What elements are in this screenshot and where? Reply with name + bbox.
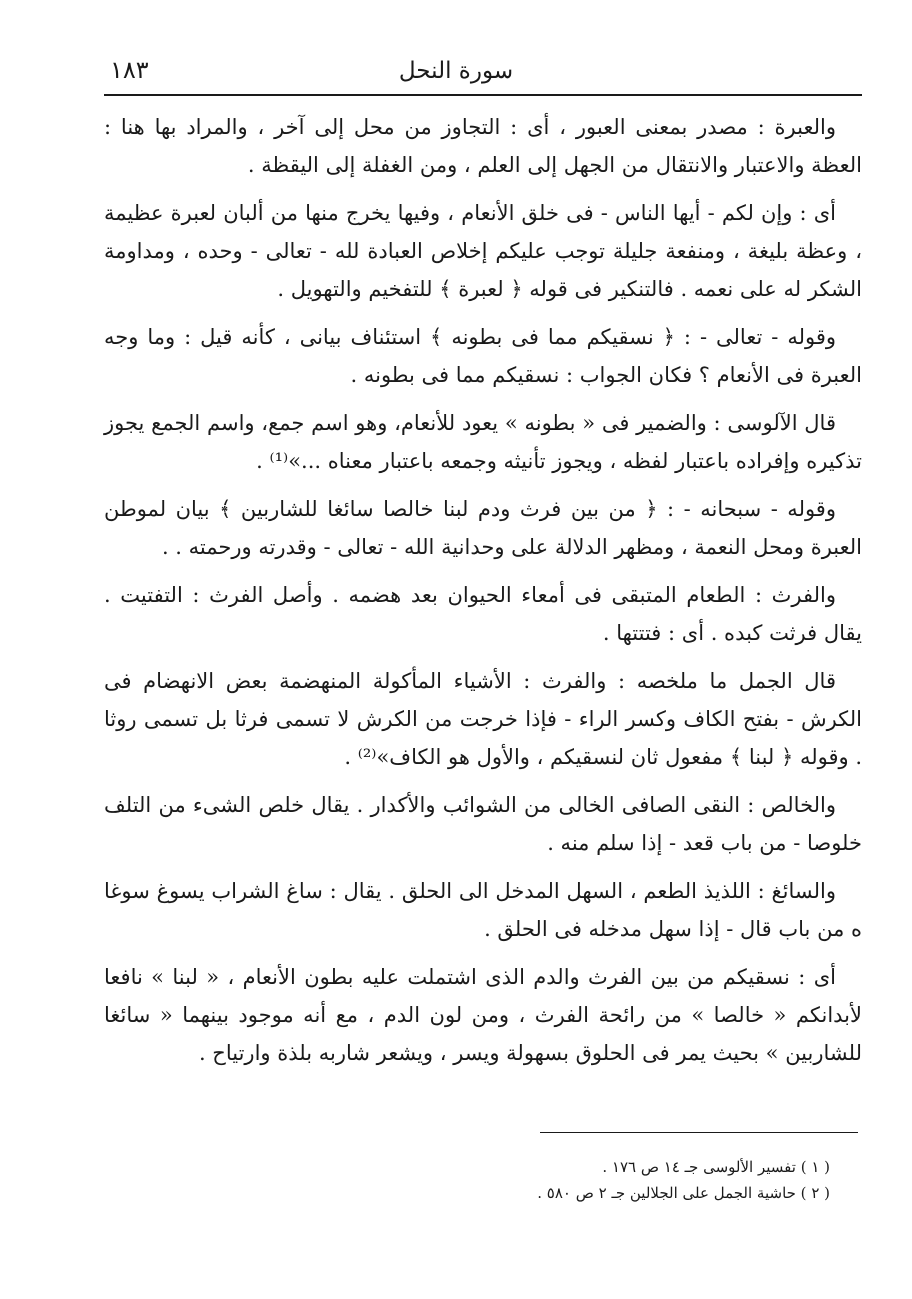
footnotes (330, 1154, 830, 1206)
paragraph: وقوله - سبحانه - : ﴿ من بين فرث ودم لبنا خالصا سائغا للشاربين ﴾ بيان لموطن العبرة ومحل النعمة ، ومظهر الدلالة على وحدانية الله - تعالى - وقدرته ورحمته . . (104, 497, 862, 559)
footnote-divider (540, 1132, 858, 1133)
paragraph: أى : نسقيكم من بين الفرث والدم الذى اشتملت عليه بطون الأنعام ، « لبنا » نافعا لأبدانكم « خالصا » من رائحة الفرث ، ومن لون الدم ، مع أنه موجود بينهما « سائغا للشاربين » بحيث يمر فى الحلوق بسهولة ويسر ، ويشعر شاربه بلذة وارتياح . (104, 965, 862, 1065)
page-number: ١٨٣ (110, 56, 149, 84)
main-text (104, 108, 862, 1082)
footnote: ( ٢ ) حاشية الجمل على الجلالين جـ ٢ ص ٥٨٠ . (537, 1184, 830, 1202)
paragraph: قال الآلوسى : والضمير فى « بطونه » يعود للأنعام، وهو اسم جمع، واسم الجمع يجوز تذكيره وإفراده باعتبار لفظه ، ويجوز تأنيثه وجمعه باعتبار معناه ...»⁽¹⁾ . (104, 411, 862, 473)
footnote: ( ١ ) تفسير الألوسى جـ ١٤ ص ١٧٦ . (602, 1158, 830, 1176)
paragraph: وقوله - تعالى - : ﴿ نسقيكم مما فى بطونه ﴾ استئناف بيانى ، كأنه قيل : وما وجه العبرة فى الأنعام ؟ فكان الجواب : نسقيكم مما فى بطونه . (104, 325, 862, 387)
paragraph: والعبرة : مصدر بمعنى العبور ، أى : التجاوز من محل إلى آخر ، والمراد بها هنا : العظة والاعتبار والانتقال من الجهل إلى العلم ، ومن الغفلة إلى اليقظة . (104, 115, 862, 177)
paragraph: أى : وإن لكم - أيها الناس - فى خلق الأنعام ، وفيها يخرج منها من ألبان لعبرة عظيمة ، وعظة بليغة ، ومنفعة جليلة توجب عليكم إخلاص العبادة لله - تعالى - وحده ، ومداومة الشكر له على نعمه . فالتنكير فى قوله ﴿ لعبرة ﴾ للتفخيم والتهويل . (104, 201, 862, 301)
paragraph: والفرث : الطعام المتبقى فى أمعاء الحيوان بعد هضمه . وأصل الفرث : التفتيت . يقال فرثت كبده . أى : فتتتها . (104, 583, 862, 645)
header-divider (104, 94, 862, 96)
paragraph: والسائغ : اللذيذ الطعم ، السهل المدخل الى الحلق . يقال : ساغ الشراب يسوغ سوغا ه من باب قال - إذا سهل مدخله فى الحلق . (104, 879, 862, 941)
paragraph: قال الجمل ما ملخصه : والفرث : الأشياء المأكولة المنهضمة بعض الانهضام فى الكرش - بفتح الكاف وكسر الراء - فإذا خرجت من الكرش لا تسمى فرثا بل تسمى روثا . وقوله ﴿ لبنا ﴾ مفعول ثان لنسقيكم ، والأول هو الكاف»⁽²⁾ . (104, 669, 862, 769)
surah-title: سورة النحل (398, 58, 514, 84)
paragraph: والخالص : النقى الصافى الخالى من الشوائب والأكدار . يقال خلص الشىء من التلف خلوصا - من باب قعد - إذا سلم منه . (104, 793, 862, 855)
